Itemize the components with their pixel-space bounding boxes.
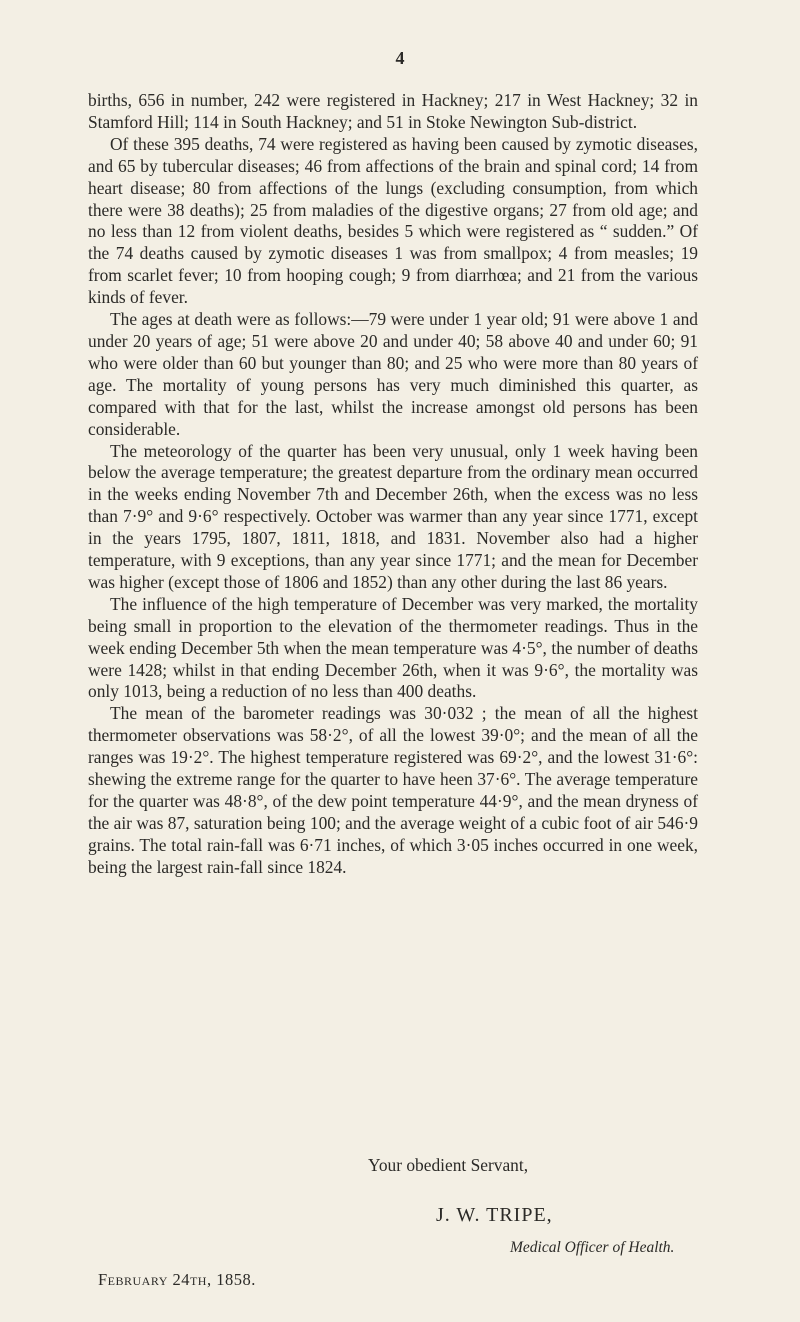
paragraph-deaths-causes: Of these 395 deaths, 74 were registered as having been caused by zymotic diseases, and 65 by tubercular diseases; 46 from affections of the brain and spinal cord; 14 from heart disease; 80 from affections of the lungs (excluding consumption, from which there were 38 deaths); 25 from maladies of the digestive organs; 27 from old age; and no less than 12 from violent deaths, besides 5 which were registered as “ sudden.” Of the 74 deaths caused by zymotic diseases 1 was from smallpox; 4 from measles; 19 from scarlet fever; 10 from hooping cough; 9 from diarrhœa; and 21 from the various kinds of fever. (88, 133, 698, 308)
body-text (88, 90, 698, 879)
paragraph-temperature-influence: The influence of the high temperature of December was very marked, the mortality being small in proportion to the elevation of the thermometer readings. Thus in the week ending December 5th when the mean temperature was 4·5°, the number of deaths were 1428; whilst in that ending December 26th, when it was 9·6°, the mortality was only 1013, being a reduction of no less than 400 deaths. (88, 593, 698, 702)
closing-salutation: Your obedient Servant, (368, 1155, 529, 1175)
signature-name: J. W. TRIPE, (436, 1204, 553, 1226)
paragraph-meteorology: The meteorology of the quarter has been very unusual, only 1 week having been below the average temperature; the greatest departure from the ordinary mean occurred in the weeks ending November 7th and December 26th, when the excess was no less than 7·9° and 9·6° respectively. October was warmer than any year since 1771, except in the years 1795, 1807, 1811, 1818, and 1831. November also had a higher temperature, with 9 exceptions, than any year since 1771; and the mean for December was higher (except those of 1806 and 1852) than any other during the last 86 years. (88, 440, 698, 592)
paragraph-births: births, 656 in number, 242 were registered in Hackney; 217 in West Hackney; 32 in Stamford Hill; 114 in South Hackney; and 51 in Stoke Newington Sub-district. (88, 90, 698, 132)
paragraph-barometer: The mean of the barometer readings was 30·032 ; the mean of all the highest thermometer observations was 58·2°, of all the lowest 39·0°; and the mean of all the ranges was 19·2°. The highest temperature registered was 69·2°, and the lowest 31·6°: shewing the extreme range for the quarter to have heen 37·6°. The average temperature for the quarter was 48·8°, of the dew point temperature 44·9°, and the mean dryness of the air was 87, saturation being 100; and the average weight of a cubic foot of air 546·9 grains. The total rain-fall was 6·71 inches, of which 3·05 inches occurred in one week, being the largest rain-fall since 1824. (88, 703, 698, 877)
date-text: February 24th, 1858. (98, 1270, 256, 1289)
page-number: 4 (395, 48, 405, 68)
paragraph-ages-at-death: The ages at death were as follows:—79 were under 1 year old; 91 were above 1 and under 20 years of age; 51 were above 20 and under 40; 58 above 40 and under 60; 91 who were older than 60 but younger than 80; and 25 who were more than 80 years of age. The mortality of young persons has very much diminished this quarter, as compared with that for the last, whilst the increase amongst old persons has been considerable. (88, 309, 698, 439)
signature-title: Medical Officer of Health. (510, 1239, 675, 1256)
letter-date (98, 1270, 256, 1290)
